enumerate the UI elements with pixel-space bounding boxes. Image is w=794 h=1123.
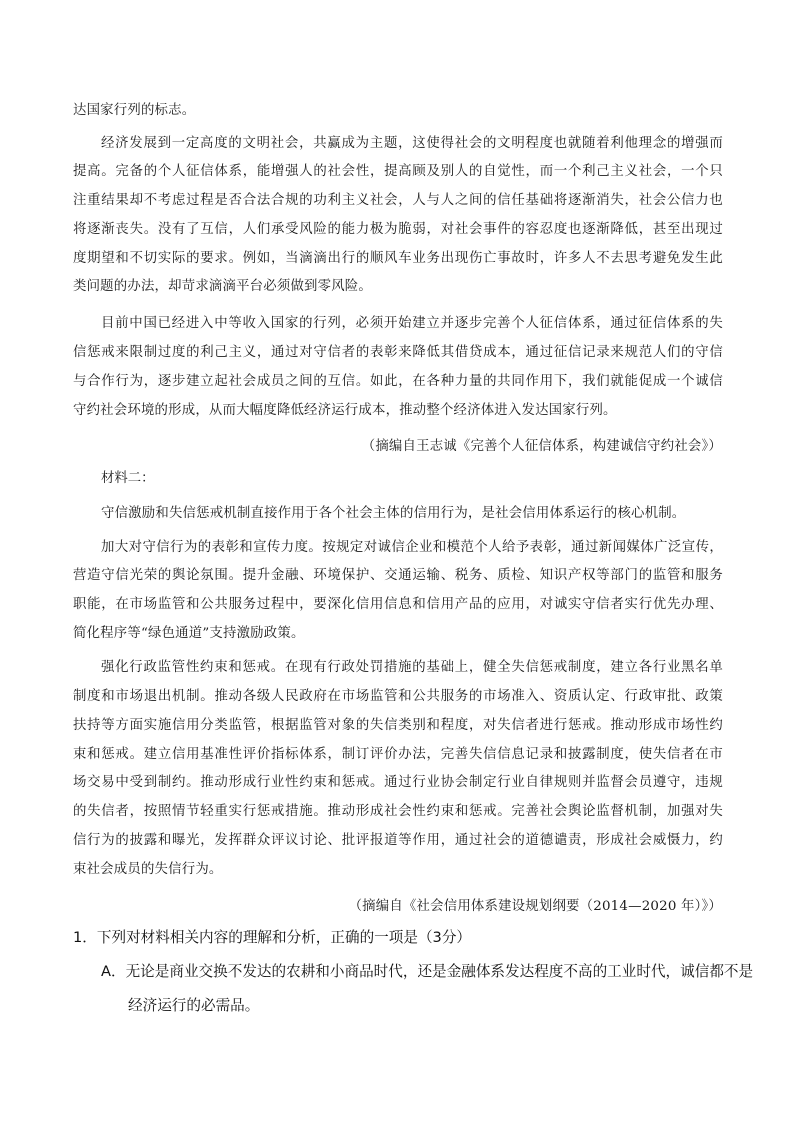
section-heading: 材料二： bbox=[101, 471, 155, 486]
paragraph-line: 信惩戒来限制过度的利己主义，通过对守信者的表彰来降低其借贷成本，通过征信记录来规范人们的守信 bbox=[73, 345, 723, 360]
paragraph-line: 制度和市场退出机制。推动各级人民政府在市场监管和公共服务的市场准入、资质认定、行政审批、政策 bbox=[73, 689, 723, 704]
paragraph-line: 达国家行列的标志。 bbox=[73, 103, 196, 118]
paragraph-line: 职能，在市场监管和公共服务过程中，要深化信用信息和信用产品的应用，对诚实守信者实行优先办理、 bbox=[73, 597, 723, 612]
paragraph-line: 加大对守信行为的表彰和宣传力度。按规定对诚信企业和模范个人给予表彰，通过新闻媒体广泛宣传， bbox=[101, 540, 723, 555]
option-a-line: 经济运行的必需品。 bbox=[128, 997, 260, 1014]
paragraph-line: 守信激励和失信惩戒机制直接作用于各个社会主体的信用行为，是社会信用体系运行的核心机制。 bbox=[101, 506, 686, 521]
paragraph-line: 提高。完备的个人征信体系，能增强人的社会性，提高顾及别人的自觉性，而一个利己主义社会，一个只 bbox=[73, 164, 723, 179]
paragraph-line: 营造守信光荣的舆论氛围。提升金融、环境保护、交通运输、税务、质检、知识产权等部门的监管和服务 bbox=[73, 568, 723, 583]
source-citation: （摘编自《社会信用体系建设规划纲要（2014—2020 年）》） bbox=[348, 899, 722, 914]
paragraph-line: 强化行政监管性约束和惩戒。在现有行政处罚措施的基础上，健全失信惩戒制度，建立各行业黑名单 bbox=[101, 660, 723, 675]
paragraph-line: 束社会成员的失信行为。 bbox=[73, 862, 223, 877]
paragraph-line: 简化程序等“绿色通道”支持激励政策。 bbox=[73, 626, 305, 641]
paragraph-line: 的失信者，按照情节轻重实行惩戒措施。推动形成社会性约束和惩戒。完善社会舆论监督机制，加强对失 bbox=[73, 804, 723, 819]
paragraph-line: 束和惩戒。建立信用基准性评价指标体系，制订评价办法，完善失信信息记录和披露制度，使失信者在市 bbox=[73, 747, 723, 762]
paragraph-line: 将逐渐丧失。没有了互信，人们承受风险的能力极为脆弱，对社会事件的容忍度也逐渐降低，甚至出现过 bbox=[73, 222, 723, 237]
paragraph-line: 扶持等方面实施信用分类监管，根据监管对象的失信类别和程度，对失信者进行惩戒。推动形成市场性约 bbox=[73, 718, 723, 733]
paragraph-line: 度期望和不切实际的要求。例如，当滴滴出行的顺风车业务出现伤亡事故时，许多人不去思考避免发生此 bbox=[73, 251, 723, 266]
paragraph-line: 目前中国已经进入中等收入国家的行列，必须开始建立并逐步完善个人征信体系，通过征信体系的失 bbox=[101, 316, 723, 331]
option-a-line: A．无论是商业交换不发达的农耕和小商品时代，还是金融体系发达程度不高的工业时代，诚信都不是 bbox=[101, 963, 754, 980]
paragraph-line: 场交易中受到制约。推动形成行业性约束和惩戒。通过行业协会制定行业自律规则并监督会员遵守，违规 bbox=[73, 775, 723, 790]
source-citation: （摘编自王志诚《完善个人征信体系，构建诚信守约社会》） bbox=[361, 439, 722, 454]
paragraph-line: 经济发展到一定高度的文明社会，共赢成为主题，这使得社会的文明程度也就随着利他理念的增强而 bbox=[101, 136, 723, 151]
paragraph-line: 与合作行为，逐步建立起社会成员之间的互信。如此，在各种力量的共同作用下，我们就能促成一个诚信 bbox=[73, 374, 723, 389]
paragraph-line: 信行为的披露和曝光，发挥群众评议讨论、批评报道等作用，通过社会的道德谴责，形成社会威慑力，约 bbox=[73, 833, 723, 848]
paragraph-line: 守约社会环境的形成，从而大幅度降低经济运行成本，推动整个经济体进入发达国家行列。 bbox=[73, 403, 617, 418]
question-stem: 1．下列对材料相关内容的理解和分析，正确的一项是（3分） bbox=[73, 929, 472, 946]
paragraph-line: 类问题的办法，却苛求滴滴平台必须做到零风险。 bbox=[73, 279, 372, 294]
paragraph-line: 注重结果却不考虑过程是否合法合规的功利主义社会，人与人之间的信任基础将逐渐消失，社会公信力也 bbox=[73, 193, 723, 208]
